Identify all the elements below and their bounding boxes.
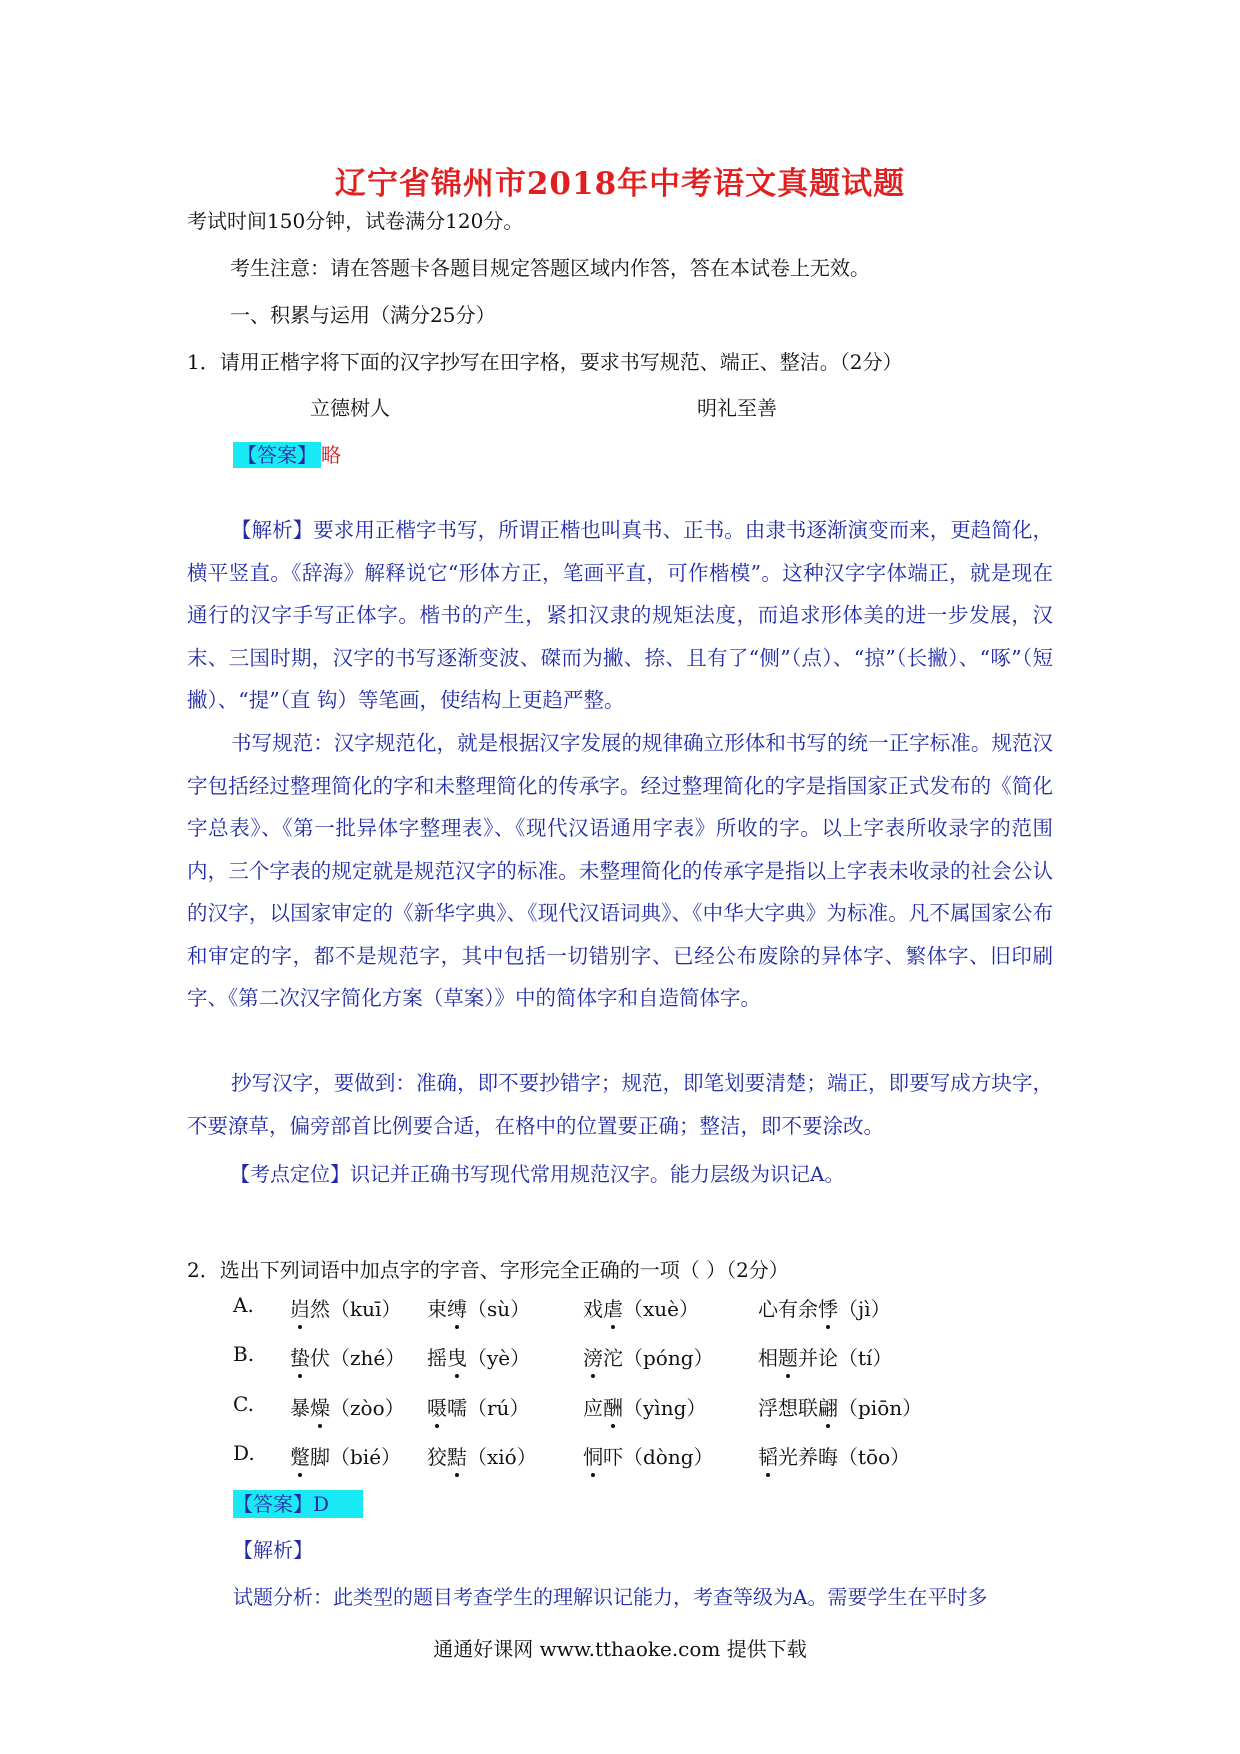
dotted-char: 虐 xyxy=(603,1297,623,1321)
page-title: 辽宁省锦州市2018年中考语文真题试题 xyxy=(334,166,906,202)
analysis-tag: 【解析】 xyxy=(231,518,314,542)
option-item: 暴燥（zòo） xyxy=(290,1396,405,1420)
q1-answer xyxy=(233,441,341,469)
option-item: 嗫嚅（rú） xyxy=(427,1396,530,1420)
option-item: 狡黠（xió） xyxy=(427,1445,537,1469)
option-item: 戏虐（xuè） xyxy=(583,1297,699,1321)
option-label: C. xyxy=(233,1392,254,1416)
dotted-char: 翩 xyxy=(818,1396,838,1420)
dotted-char: 燥 xyxy=(310,1396,330,1420)
option-label: B. xyxy=(233,1342,255,1366)
copy-word-1: 立德树人 xyxy=(310,396,390,420)
dotted-char: 滂 xyxy=(583,1346,603,1370)
q2-answer xyxy=(233,1490,363,1518)
option-item: 岿然（kuī） xyxy=(290,1297,402,1321)
dotted-char: 悸 xyxy=(818,1297,838,1321)
dotted-char: 黠 xyxy=(447,1445,467,1469)
page-footer: 通通好课网 www.tthaoke.com 提供下载 xyxy=(433,1637,807,1661)
exam-info: 考试时间150分钟，试卷满分120分。 xyxy=(187,209,524,233)
dotted-char: 酬 xyxy=(603,1396,623,1420)
option-item: 相题并论（tí） xyxy=(758,1346,893,1370)
q2-analysis-tag: 【解析】 xyxy=(233,1538,313,1562)
q1-analysis-p2: 书写规范：汉字规范化，就是根据汉字发展的规律确立形体和书写的统一正字标准。规范汉字包括经过整理简化的字和未整理简化的传承字。经过整理简化的字是指国家正式发布的《简化字总表》、《第一批异体字整理表》、《现代汉语通用字表》所收的字。以上字表所收录字的范围内，三个字表的规定就是规范汉字的标准。未整理简化的传承字是指以上字表未收录的社会公认的汉字，以国家审定的《新华字典》、《现代汉语词典》、《中华大字典》为标准。凡不属国家公布和审定的字，都不是规范字，其中包括一切错别字、已经公布废除的异体字、繁体字、旧印刷字、《第二次汉字简化方案（草案）》中的简体字和自造简体字。 xyxy=(187,731,1053,1010)
option-item: 应酬（yìng） xyxy=(583,1396,707,1420)
answer-tag: 【答案】D xyxy=(233,1490,363,1518)
option-item: 韬光养晦（tōo） xyxy=(758,1445,911,1469)
option-item: 蹩脚（bié） xyxy=(290,1445,402,1469)
answer-text: 略 xyxy=(321,443,341,467)
section-heading: 一、积累与运用（满分25分） xyxy=(230,303,496,327)
dotted-char: 岿 xyxy=(290,1297,310,1321)
dotted-char: 韬 xyxy=(758,1445,778,1469)
option-item: 浮想联翩（piōn） xyxy=(758,1396,923,1420)
question-2: 2．选出下列词语中加点字的字音、字形完全正确的一项（ ）（2分） xyxy=(187,1258,789,1282)
option-item: 滂沱（póng） xyxy=(583,1346,714,1370)
option-item: 恫吓（dòng） xyxy=(583,1445,714,1469)
option-item: 摇曳（yè） xyxy=(427,1346,531,1370)
option-label: A. xyxy=(233,1293,254,1317)
answer-tag: 【答案】 xyxy=(233,442,321,468)
option-item: 心有余悸（jì） xyxy=(758,1297,891,1321)
dotted-char: 蛰 xyxy=(290,1346,310,1370)
dotted-char: 蹩 xyxy=(290,1445,310,1469)
question-1: 1．请用正楷字将下面的汉字抄写在田字格，要求书写规范、端正、整洁。（2分） xyxy=(187,350,903,374)
option-item: 束缚（sù） xyxy=(427,1297,531,1321)
copy-word-2: 明礼至善 xyxy=(697,396,777,420)
q1-point: 【考点定位】识记并正确书写现代常用规范汉字。能力层级为识记A。 xyxy=(230,1162,845,1186)
dotted-char: 缚 xyxy=(447,1297,467,1321)
q1-analysis-p3: 抄写汉字，要做到：准确，即不要抄错字；规范，即笔划要清楚；端正，即要写成方块字，不要潦草，偏旁部首比例要合适，在格中的位置要正确；整洁，即不要涂改。 xyxy=(187,1071,1053,1138)
analysis-text: 要求用正楷字书写，所谓正楷也叫真书、正书。由隶书逐渐演变而来，更趋简化，横平竖直。《辞海》解释说它“形体方正，笔画平直，可作楷模”。这种汉字字体端正，就是现在通行的汉字手写正体字。楷书的产生，紧扣汉隶的规矩法度，而追求形体美的进一步发展，汉末、三国时期，汉字的书写逐渐变波、磔而为撇、捺、且有了“侧”（点）、“掠”（长撇）、“啄”（短撇）、“提”（直 钩）等笔画，使结构上更趋严整。 xyxy=(187,518,1054,712)
dotted-char: 题 xyxy=(778,1346,798,1370)
option-item: 蛰伏（zhé） xyxy=(290,1346,406,1370)
q2-analysis-text: 试题分析：此类型的题目考查学生的理解识记能力，考查等级为A。需要学生在平时多 xyxy=(233,1585,988,1609)
exam-notice: 考生注意：请在答题卡各题目规定答题区域内作答，答在本试卷上无效。 xyxy=(230,256,870,280)
option-label: D. xyxy=(233,1441,255,1465)
q1-analysis-p1 xyxy=(187,509,1053,722)
dotted-char: 曳 xyxy=(447,1346,467,1370)
dotted-char: 恫 xyxy=(583,1445,603,1469)
dotted-char: 嗫 xyxy=(427,1396,447,1420)
